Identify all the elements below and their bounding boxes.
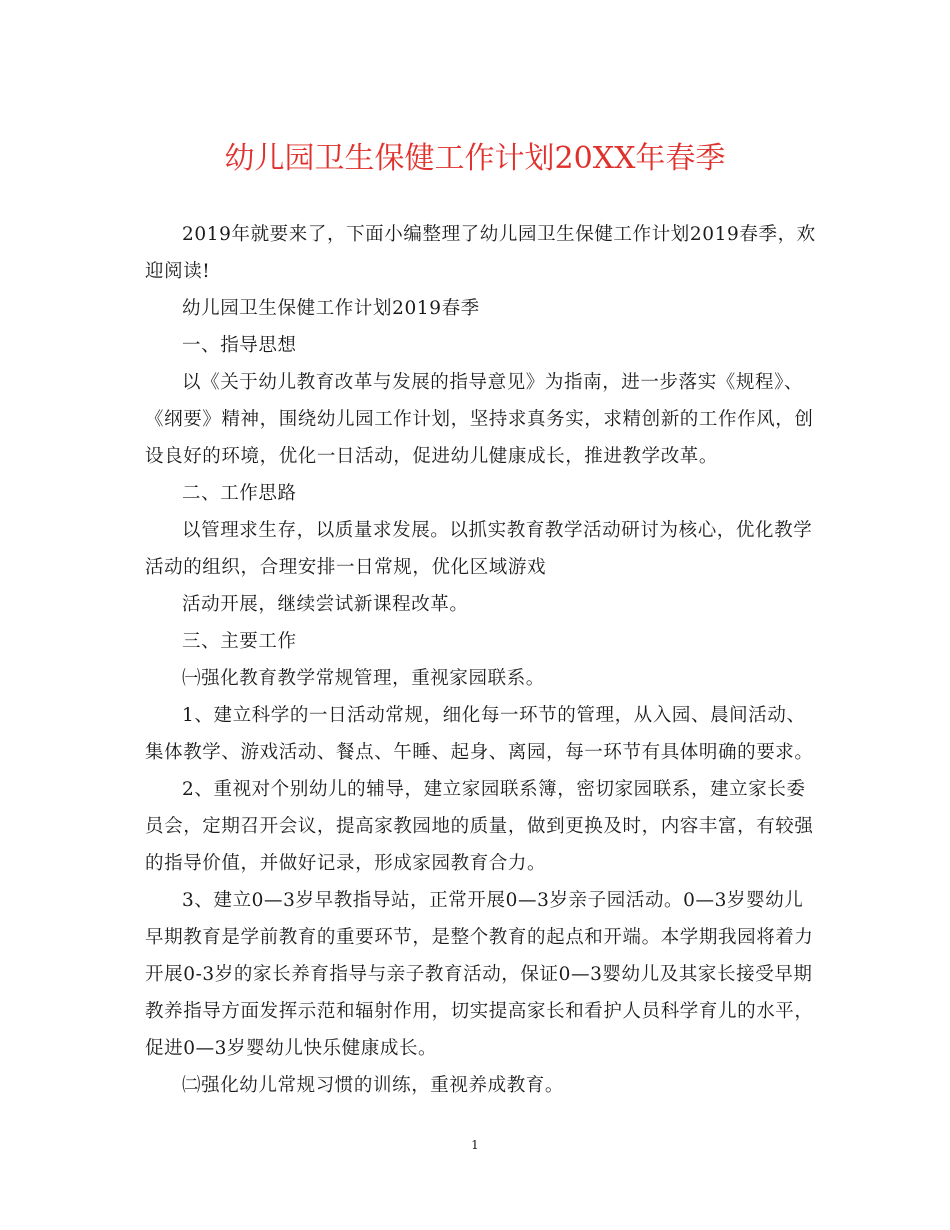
paragraph-line: 早期教育是学前教育的重要环节，是整个教育的起点和开端。本学期我园将着力: [145, 927, 814, 948]
paragraph-line: 2019年就要来了，下面小编整理了幼儿园卫生保健工作计划2019春季，欢: [182, 224, 816, 245]
paragraph-line: 促进0—3岁婴幼儿快乐健康成长。: [145, 1038, 438, 1059]
subsection-heading: ㈠强化教育教学常规管理，重视家园联系。: [182, 668, 545, 689]
document-title: 幼儿园卫生保健工作计划20XX年春季: [224, 141, 726, 176]
paragraph-line: 以《关于幼儿教育改革与发展的指导意见》为指南，进一步落实《规程》、: [182, 372, 804, 393]
paragraph-line: 的指导价值，并做好记录，形成家园教育合力。: [145, 853, 547, 874]
paragraph-line: 员会，定期召开会议，提高家教园地的质量，做到更换及时，内容丰富，有较强: [145, 816, 814, 837]
paragraph-line: 教养指导方面发挥示范和辐射作用，切实提高家长和看护人员科学育儿的水平，: [145, 1001, 814, 1022]
paragraph-line: 集体教学、游戏活动、餐点、午睡、起身、离园，每一环节有具体明确的要求。: [145, 742, 814, 763]
page-number: 1: [471, 1138, 479, 1152]
paragraph-line: 1、建立科学的一日活动常规，细化每一环节的管理，从入园、晨间活动、: [182, 705, 806, 726]
paragraph-line: 设良好的环境，优化一日活动，促进幼儿健康成长，推进教学改革。: [145, 446, 719, 467]
paragraph-line: 《纲要》精神，围绕幼儿园工作计划，坚持求真务实，求精创新的工作作风，创: [145, 409, 814, 430]
paragraph-line: 开展0-3岁的家长养育指导与亲子教育活动，保证0—3婴幼儿及其家长接受早期: [145, 964, 813, 985]
paragraph-line: 迎阅读!: [145, 261, 211, 282]
paragraph-line: 2、重视对个别幼儿的辅导，建立家园联系簿，密切家园联系，建立家长委: [182, 779, 806, 800]
paragraph-line: 活动的组织，合理安排一日常规，优化区域游戏: [145, 557, 547, 578]
section-heading: 一、指导思想: [182, 335, 297, 356]
subsection-heading: ㈡强化幼儿常规习惯的训练，重视养成教育。: [182, 1075, 565, 1096]
paragraph-line: 以管理求生存，以质量求发展。以抓实教育教学活动研讨为核心，优化教学: [182, 520, 813, 541]
paragraph-line: 3、建立0—3岁早教指导站，正常开展0—3岁亲子园活动。0—3岁婴幼儿: [182, 890, 804, 911]
paragraph-line: 幼儿园卫生保健工作计划2019春季: [182, 298, 480, 319]
section-heading: 三、主要工作: [182, 631, 297, 652]
section-heading: 二、工作思路: [182, 483, 297, 504]
paragraph-line: 活动开展，继续尝试新课程改革。: [182, 594, 469, 615]
